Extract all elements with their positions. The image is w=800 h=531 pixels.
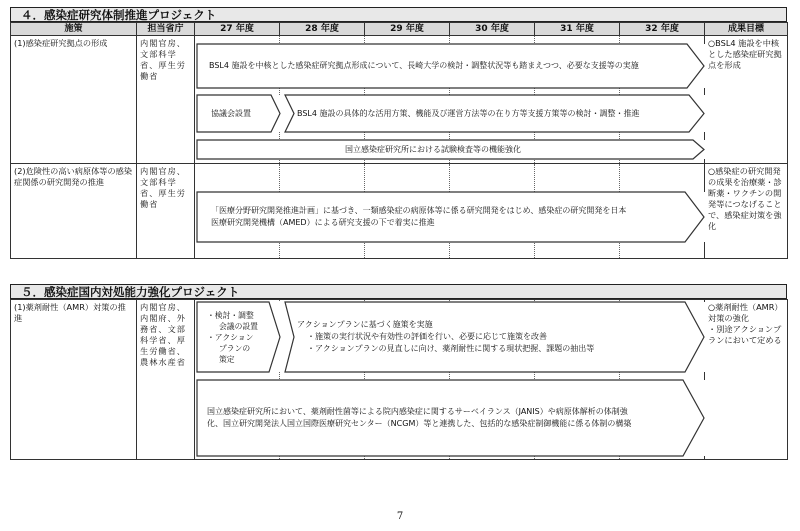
ministry-cell: 内閣官房、内閣府、外務省、文部科学省、厚生労働省、農林水産省	[137, 300, 195, 460]
arrow-text-line: ・施策の実行状況や有効性の評価を行い、必要に応じて施策を改善	[307, 332, 547, 341]
header-outcome: 成果目標	[705, 23, 788, 36]
measure-cell: (2)危険性の高い病原体等の感染症関係の研究開発の推進	[11, 164, 137, 259]
arrow-text: 国立感染症研究所における試験検査等の機能強化	[345, 144, 521, 154]
arrow-text-line: 国立感染症研究所において、薬剤耐性菌等による院内感染症に関するサーベイランス（JANIS）や病原体解析の体制強	[207, 407, 628, 416]
arrow-action-plan-implementation	[285, 302, 705, 372]
arrow-text-line: 化、国立研究開発法人国立国際医療研究センター（NCGM）等と連携した、包括的な感染症制御機能に係る体制の構築	[207, 419, 632, 428]
arrow-text-line: ・アクションプランの見直しに向け、薬剤耐性に関する現状把握、課題の抽出等	[307, 344, 595, 353]
arrow-text-line: 会議の設置	[219, 321, 258, 331]
header-fy27: 27 年度	[195, 23, 280, 36]
outcome-line: ○薬剤耐性（AMR）対策の強化	[708, 302, 783, 323]
header-ministry: 担当省庁	[137, 23, 195, 36]
header-fy28: 28 年度	[280, 23, 365, 36]
arrow-council	[197, 95, 281, 132]
header-measure: 施策	[11, 23, 137, 36]
arrow-text-block	[197, 406, 651, 430]
outcome-line: ・別途アクションプランにおいて定める	[708, 324, 782, 345]
arrow-bsl4-usage	[285, 95, 705, 132]
arrow-niid-amr-surveillance	[197, 380, 705, 456]
arrow-text-line: ・検討・調整	[207, 310, 254, 320]
outcome-cell: ○感染症の研究開発の成果を治療薬・診断薬・ワクチンの開発等につなげることで、感染症対策を強化	[705, 164, 788, 259]
header-fy32: 32 年度	[620, 23, 705, 36]
section4-title: ４．感染症研究体制推進プロジェクト	[10, 7, 787, 22]
arrow-text-line: アクションプランに基づく施策を実施	[297, 320, 433, 329]
arrow-amed-research	[197, 192, 705, 242]
outcome-cell: ○BSL4 施設を中核とした感染症研究拠点を形成	[705, 36, 788, 164]
section5-title: ５．感染症国内対処能力強化プロジェクト	[10, 284, 787, 299]
page-number: 7	[396, 511, 404, 522]
arrow-text-line: 医療研究開発機構（AMED）による研究支援の下で着実に推進	[211, 218, 435, 227]
arrow-text-line: 「医療分野研究開発推進計画」に基づき、一類感染症の病原体等に係る研究開発をはじめ、感染症の研究開発を日本	[211, 206, 627, 215]
arrow-text-line: プランの	[219, 343, 251, 353]
ministry-cell: 内閣官房、文部科学省、厚生労働省	[137, 164, 195, 259]
arrow-text-block	[285, 319, 614, 355]
arrow-niid-testing	[197, 140, 705, 159]
section4-header-row	[11, 23, 788, 36]
arrow-text: BSL4 施設を中核とした感染症研究拠点形成について、長崎大学の検討・調整状況等も踏まえつつ、必要な支援等の実施	[209, 61, 639, 70]
header-fy31: 31 年度	[535, 23, 620, 36]
measure-cell: (1)感染症研究拠点の形成	[11, 36, 137, 164]
arrow-action-plan-setup	[197, 302, 281, 372]
ministry-cell: 内閣官房、文部科学省、厚生労働省	[137, 36, 195, 164]
arrow-text: BSL4 施設の具体的な活用方策、機能及び運営方法等の在り方等支援方策等の検討・調整・推進	[297, 108, 640, 118]
arrow-text-block	[197, 310, 278, 365]
header-fy29: 29 年度	[365, 23, 450, 36]
arrow-bsl4-support	[197, 44, 705, 88]
arrow-text-line: ・アクション	[207, 332, 254, 342]
outcome-cell	[705, 300, 788, 460]
arrow-text: 協議会設置	[211, 108, 251, 118]
header-fy30: 30 年度	[450, 23, 535, 36]
arrow-text-line: 策定	[219, 354, 235, 364]
arrow-text-block	[197, 205, 646, 229]
measure-cell: (1)薬剤耐性（AMR）対策の推進	[11, 300, 137, 460]
